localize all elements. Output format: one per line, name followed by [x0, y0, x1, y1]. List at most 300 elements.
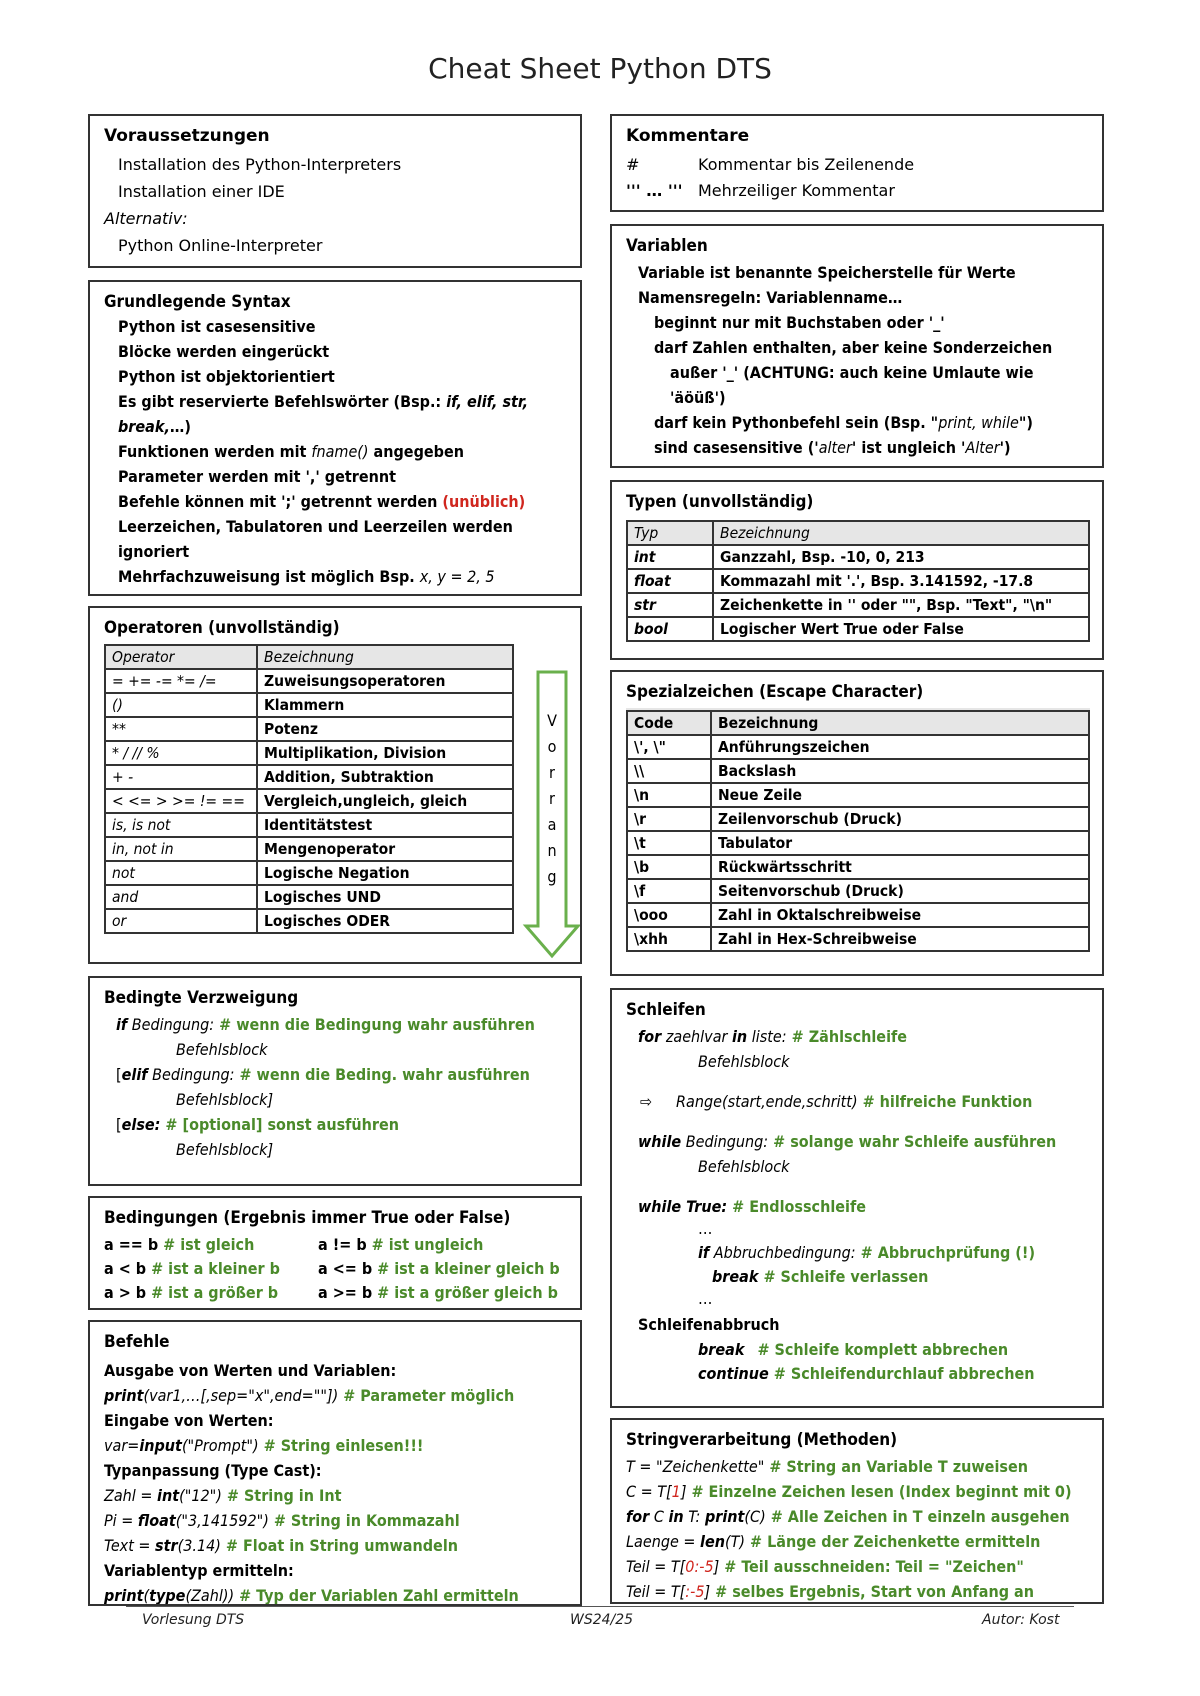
text-line — [118, 441, 464, 463]
keyword: if — [116, 1015, 128, 1034]
code-comment: # Einzelne Zeichen lesen (Index beginnt mit 0) — [686, 1482, 1072, 1501]
operator-cell: ** — [105, 717, 257, 741]
text-line — [654, 412, 1033, 434]
table-row — [105, 693, 513, 717]
types-table — [626, 520, 1090, 642]
table-row — [105, 885, 513, 909]
code-line — [104, 1535, 458, 1557]
code-comment: # Teil ausschneiden: Teil = "Zeichen" — [719, 1557, 1024, 1576]
type-cell: float — [627, 569, 713, 593]
text-line — [654, 437, 1011, 459]
code-part: ] — [713, 1557, 720, 1576]
code-cell: \b — [627, 855, 711, 879]
code-line — [104, 1435, 423, 1457]
code-line — [104, 1385, 514, 1407]
code-comment: # Schleife komplett abbrechen — [752, 1340, 1009, 1359]
description-cell: Addition, Subtraktion — [257, 765, 513, 789]
table-row — [627, 879, 1089, 903]
table-row — [105, 837, 513, 861]
code-cell: \\ — [627, 759, 711, 783]
text-part: Befehle können mit ';' getrennt werden — [118, 492, 443, 511]
operator-table — [104, 644, 514, 934]
footer-semester: WS24/25 — [570, 1612, 634, 1628]
text-line: außer '_' (ACHTUNG: auch keine Umlaute wie — [670, 363, 1034, 382]
keyword: in — [668, 1507, 684, 1526]
code-comment: # Parameter möglich — [338, 1386, 515, 1405]
table-row — [627, 593, 1089, 617]
code-comment: # hilfreiche Funktion — [857, 1092, 1033, 1111]
text-line: Installation des Python-Interpreters — [118, 155, 402, 174]
header-cell: Typ — [627, 521, 713, 545]
table-header-row — [627, 711, 1089, 735]
code-part: ] — [680, 1482, 687, 1501]
code-part: Bedingung: — [147, 1065, 235, 1084]
description-cell: Mengenoperator — [257, 837, 513, 861]
code-part: Teil = T[ — [626, 1582, 686, 1601]
table-row — [105, 741, 513, 765]
code-comment: # ist a größer b — [146, 1283, 279, 1302]
table-row — [105, 717, 513, 741]
keyword: continue — [698, 1364, 769, 1383]
code-comment: # Schleife verlassen — [758, 1267, 929, 1286]
section-heading: Kommentare — [626, 126, 750, 146]
warning-text: (unüblich) — [442, 492, 526, 511]
text-line: Python Online-Interpreter — [118, 236, 323, 255]
vorrang-letter: n — [547, 841, 557, 860]
code-part: Text = — [104, 1536, 156, 1555]
description-cell: Logisches ODER — [257, 909, 513, 933]
escape-table — [626, 710, 1090, 952]
comment-description: Kommentar bis Zeilenende — [698, 155, 915, 174]
description-cell: Tabulator — [711, 831, 1089, 855]
condition-operator: a != b — [318, 1235, 367, 1254]
keyword: else: — [121, 1115, 161, 1134]
section-schleifen — [610, 988, 1104, 1408]
text-line: Blöcke werden eingerückt — [118, 342, 330, 361]
description-cell: Seitenvorschub (Druck) — [711, 879, 1089, 903]
operator-cell: * / // % — [105, 741, 257, 765]
description-cell: Multiplikation, Division — [257, 741, 513, 765]
section-heading: Grundlegende Syntax — [104, 292, 291, 312]
text-line: Variablentyp ermitteln: — [104, 1561, 294, 1580]
operator-cell: or — [105, 909, 257, 933]
code-comment: # solange wahr Schleife ausführen — [768, 1132, 1057, 1151]
keyword: len — [700, 1532, 725, 1551]
code-comment: # Abbruchprüfung (!) — [855, 1243, 1036, 1262]
code-comment: # wenn die Beding. wahr ausführen — [234, 1065, 530, 1084]
code-part: (var1,…[,sep="x",end=""]) — [143, 1386, 339, 1405]
condition-operator: a > b — [104, 1283, 147, 1302]
code-comment: # ist a größer gleich b — [372, 1283, 558, 1302]
table-row — [105, 765, 513, 789]
code-comment: # Zählschleife — [786, 1027, 908, 1046]
code-part: ("Prompt") — [181, 1436, 259, 1455]
footer-lecture: Vorlesung DTS — [142, 1612, 245, 1628]
code-comment: # selbes Ergebnis, Start von Anfang an — [710, 1582, 1035, 1601]
condition-item — [318, 1234, 483, 1256]
description-cell: Zeichenkette in '' oder "", Bsp. "Text", "\n" — [713, 593, 1089, 617]
section-heading: Stringverarbeitung (Methoden) — [626, 1430, 898, 1450]
text-part: Funktionen werden mit — [118, 442, 312, 461]
code-line — [626, 1531, 1040, 1553]
code-cell: \', \" — [627, 735, 711, 759]
vorrang-letter: V — [547, 711, 557, 730]
description-cell: Zuweisungsoperatoren — [257, 669, 513, 693]
header-cell: Bezeichnung — [713, 521, 1089, 545]
keyword: input — [139, 1436, 182, 1455]
condition-operator: a <= b — [318, 1259, 373, 1278]
code-part: Bedingung: — [127, 1015, 215, 1034]
keyword: break — [712, 1267, 759, 1286]
section-operatoren — [88, 606, 582, 964]
vorrang-arrow — [522, 670, 582, 960]
subheading: Schleifenabbruch — [638, 1315, 780, 1334]
comment-description: Mehrzeiliger Kommentar — [698, 181, 895, 200]
code-comment: # String in Int — [221, 1486, 342, 1505]
section-heading: Variablen — [626, 236, 708, 256]
text-line: Python ist objektorientiert — [118, 367, 335, 386]
table-row — [627, 855, 1089, 879]
code-comment: # String einlesen!!! — [258, 1436, 424, 1455]
section-heading: Operatoren (unvollständig) — [104, 618, 340, 638]
keyword: str — [155, 1536, 178, 1555]
section-heading: Schleifen — [626, 1000, 706, 1020]
description-cell: Klammern — [257, 693, 513, 717]
keyword-list: break, — [118, 417, 170, 436]
code-line — [116, 1114, 399, 1136]
condition-item — [104, 1282, 278, 1304]
text-line: ignoriert — [118, 542, 190, 561]
code-example: print, while — [938, 413, 1019, 432]
code-line: Befehlsblock — [698, 1052, 790, 1071]
text-line: Ausgabe von Werten und Variablen: — [104, 1361, 397, 1380]
text-part: sind casesensitive (' — [654, 438, 819, 457]
comment-syntax: # — [626, 155, 640, 174]
type-cell: bool — [627, 617, 713, 641]
text-line: Installation einer IDE — [118, 182, 285, 201]
code-comment: # Länge der Zeichenkette ermitteln — [745, 1532, 1041, 1551]
description-cell: Zahl in Hex-Schreibweise — [711, 927, 1089, 951]
operator-cell: < <= > >= != == — [105, 789, 257, 813]
description-cell: Kommazahl mit '.', Bsp. 3.141592, -17.8 — [713, 569, 1089, 593]
text-line: 'äöüß') — [670, 388, 726, 407]
table-row — [105, 669, 513, 693]
section-variablen — [610, 224, 1104, 468]
code-comment: # Endlosschleife — [727, 1197, 866, 1216]
text-line: Leerzeichen, Tabulatoren und Leerzeilen werden — [118, 517, 513, 536]
code-line — [104, 1585, 519, 1606]
code-comment: # Schleifendurchlauf abbrechen — [768, 1364, 1035, 1383]
condition-item — [104, 1258, 280, 1280]
code-comment: # String in Kommazahl — [268, 1511, 460, 1530]
text-part: darf kein Pythonbefehl sein (Bsp. " — [654, 413, 939, 432]
code-line — [626, 1556, 1024, 1578]
index-value: :-5 — [685, 1582, 705, 1601]
code-line: Befehlsblock — [176, 1040, 268, 1059]
text-line: Typanpassung (Type Cast): — [104, 1461, 322, 1480]
code-line: Befehlsblock] — [176, 1090, 274, 1109]
section-escape-character — [610, 670, 1104, 976]
code-comment: # String an Variable T zuweisen — [764, 1457, 1028, 1476]
code-line — [698, 1363, 1034, 1385]
table-row — [627, 903, 1089, 927]
code-part: ("12") — [179, 1486, 222, 1505]
code-line — [638, 1026, 907, 1048]
code-comment: # ist a kleiner b — [146, 1259, 280, 1278]
text-line: Namensregeln: Variablenname… — [638, 288, 903, 307]
code-line — [638, 1196, 866, 1218]
code-line: Befehlsblock] — [176, 1140, 274, 1159]
code-part: Range(start,ende,schritt) — [676, 1092, 858, 1111]
code-part: T: — [683, 1507, 705, 1526]
condition-operator: a >= b — [318, 1283, 373, 1302]
table-row — [627, 759, 1089, 783]
section-kommentare — [610, 114, 1104, 212]
description-cell: Logisches UND — [257, 885, 513, 909]
condition-item — [318, 1282, 558, 1304]
keyword: float — [137, 1511, 176, 1530]
arrow-icon: ⇨ — [640, 1092, 653, 1111]
text-line — [118, 391, 528, 413]
code-cell: \xhh — [627, 927, 711, 951]
vorrang-letter: g — [547, 867, 557, 886]
type-cell: str — [627, 593, 713, 617]
table-row — [627, 927, 1089, 951]
code-cell: \f — [627, 879, 711, 903]
table-row — [627, 807, 1089, 831]
code-line — [638, 1131, 1056, 1153]
code-line — [698, 1339, 1008, 1361]
code-comment: # Typ der Variablen Zahl ermitteln — [234, 1586, 519, 1605]
code-line — [626, 1581, 1034, 1603]
section-heading: Voraussetzungen — [104, 126, 270, 146]
text-line — [118, 491, 525, 513]
text-line: Eingabe von Werten: — [104, 1411, 274, 1430]
vorrang-letter: o — [547, 737, 557, 756]
code-part: (T) — [724, 1532, 746, 1551]
section-befehle — [88, 1320, 582, 1606]
text-part: ") — [1018, 413, 1033, 432]
table-row — [627, 617, 1089, 641]
operator-cell: = += -= *= /= — [105, 669, 257, 693]
table-row — [627, 569, 1089, 593]
section-heading: Spezialzeichen (Escape Character) — [626, 682, 924, 702]
index-value: 1 — [671, 1482, 681, 1501]
code-part: Teil = T[ — [626, 1557, 686, 1576]
description-cell: Logische Negation — [257, 861, 513, 885]
table-row — [105, 861, 513, 885]
keyword: while True: — [638, 1197, 728, 1216]
table-header-row — [105, 645, 513, 669]
table-row — [627, 831, 1089, 855]
code-comment: # wenn die Bedingung wahr ausführen — [214, 1015, 535, 1034]
keyword: break — [698, 1340, 745, 1359]
description-cell: Zahl in Oktalschreibweise — [711, 903, 1089, 927]
table-row — [105, 909, 513, 933]
code-part: Abbruchbedingung: — [709, 1243, 856, 1262]
code-comment: # ist gleich — [158, 1235, 255, 1254]
text-line — [118, 566, 495, 588]
code-part: Bedingung: — [681, 1132, 769, 1151]
text-part: angegeben — [368, 442, 464, 461]
bracket: [ — [116, 1065, 122, 1084]
section-typen — [610, 480, 1104, 660]
table-row — [627, 783, 1089, 807]
header-cell: Bezeichnung — [711, 711, 1089, 735]
operator-cell: in, not in — [105, 837, 257, 861]
code-line — [626, 1456, 1028, 1478]
code-line — [626, 1481, 1072, 1503]
code-line — [626, 1506, 1070, 1528]
operator-cell: is, is not — [105, 813, 257, 837]
page-title: Cheat Sheet Python DTS — [428, 52, 772, 85]
description-cell: Vergleich,ungleich, gleich — [257, 789, 513, 813]
code-part: (3.14) — [177, 1536, 221, 1555]
keyword: print — [104, 1386, 144, 1405]
operator-cell: not — [105, 861, 257, 885]
section-voraussetzungen — [88, 114, 582, 268]
operator-cell: + - — [105, 765, 257, 789]
bracket: [ — [116, 1115, 122, 1134]
code-line: … — [698, 1289, 713, 1308]
table-row — [627, 735, 1089, 759]
code-cell: \t — [627, 831, 711, 855]
code-line: … — [698, 1219, 713, 1238]
code-part: (C) — [744, 1507, 766, 1526]
code-comment: # Float in String umwandeln — [220, 1536, 458, 1555]
code-line — [104, 1510, 460, 1532]
code-line — [116, 1014, 535, 1036]
keyword: print — [104, 1586, 144, 1605]
vorrang-letter: a — [547, 815, 557, 834]
code-cell: \n — [627, 783, 711, 807]
section-heading: Bedingte Verzweigung — [104, 988, 299, 1008]
text-line: Alternativ: — [104, 209, 188, 228]
text-line: beginnt nur mit Buchstaben oder '_' — [654, 313, 945, 332]
code-part: Laenge = — [626, 1532, 701, 1551]
code-part: (Zahl)) — [185, 1586, 235, 1605]
text-line: darf Zahlen enthalten, aber keine Sonderzeichen — [654, 338, 1053, 357]
code-comment: # [optional] sonst ausführen — [160, 1115, 400, 1134]
keyword: for — [638, 1027, 662, 1046]
condition-operator: a == b — [104, 1235, 159, 1254]
code-part: zaehlvar — [661, 1027, 732, 1046]
section-heading: Typen (unvollständig) — [626, 492, 814, 512]
description-cell: Neue Zeile — [711, 783, 1089, 807]
text-line: Variable ist benannte Speicherstelle für Werte — [638, 263, 1016, 282]
description-cell: Potenz — [257, 717, 513, 741]
text-part: Es gibt reservierte Befehlswörter (Bsp.: — [118, 392, 447, 411]
condition-item — [318, 1258, 560, 1280]
code-comment: # ist ungleich — [366, 1235, 484, 1254]
section-stringverarbeitung — [610, 1418, 1104, 1604]
code-example: Alter — [965, 438, 1000, 457]
index-value: 0:-5 — [685, 1557, 714, 1576]
code-part: ("3,141592") — [175, 1511, 269, 1530]
description-cell: Ganzzahl, Bsp. -10, 0, 213 — [713, 545, 1089, 569]
vorrang-letter: r — [549, 763, 555, 782]
keyword: print — [704, 1507, 745, 1526]
text-line: Python ist casesensitive — [118, 317, 316, 336]
code-part: C — [649, 1507, 669, 1526]
code-comment: # ist a kleiner gleich b — [372, 1259, 560, 1278]
keyword-list: if, elif, str, — [446, 392, 529, 411]
table-header-row — [627, 521, 1089, 545]
keyword: if — [698, 1243, 710, 1262]
code-part: ( — [143, 1586, 150, 1605]
section-bedingte-verzweigung — [88, 976, 582, 1186]
code-example: x, y = 2, 5 — [419, 567, 495, 586]
code-part: ] — [704, 1582, 711, 1601]
code-part: Pi = — [104, 1511, 138, 1530]
section-heading: Befehle — [104, 1332, 170, 1352]
footer-divider — [126, 1606, 1074, 1607]
header-cell: Bezeichnung — [257, 645, 513, 669]
description-cell: Logischer Wert True oder False — [713, 617, 1089, 641]
description-cell: Anführungszeichen — [711, 735, 1089, 759]
section-heading: Bedingungen (Ergebnis immer True oder False) — [104, 1208, 511, 1228]
code-line — [104, 1485, 341, 1507]
keyword: in — [732, 1027, 748, 1046]
section-bedingungen — [88, 1196, 582, 1310]
footer-author: Autor: Kost — [982, 1612, 1060, 1628]
code-comment: # Alle Zeichen in T einzeln ausgehen — [765, 1507, 1070, 1526]
code-part: Zahl = — [104, 1486, 158, 1505]
code-line — [676, 1091, 1032, 1113]
text-part: ' ist ungleich ' — [851, 438, 966, 457]
keyword: elif — [121, 1065, 148, 1084]
keyword: type — [149, 1586, 186, 1605]
description-cell: Backslash — [711, 759, 1089, 783]
keyword: int — [157, 1486, 180, 1505]
code-line: Befehlsblock — [698, 1157, 790, 1176]
operator-cell: and — [105, 885, 257, 909]
condition-operator: a < b — [104, 1259, 147, 1278]
text-part: …) — [169, 417, 191, 436]
comment-syntax: ''' … ''' — [626, 181, 683, 200]
code-line — [116, 1064, 530, 1086]
function-example: fname() — [311, 442, 369, 461]
code-cell: \ooo — [627, 903, 711, 927]
header-cell: Operator — [105, 645, 257, 669]
text-line: Parameter werden mit ',' getrennt — [118, 467, 396, 486]
code-cell: \r — [627, 807, 711, 831]
keyword: while — [638, 1132, 682, 1151]
table-row — [105, 789, 513, 813]
table-row — [627, 545, 1089, 569]
code-example: alter — [818, 438, 852, 457]
vorrang-label — [544, 708, 560, 890]
code-line — [698, 1242, 1035, 1264]
code-part: liste: — [747, 1027, 787, 1046]
code-part: C = T[ — [626, 1482, 672, 1501]
table-row — [105, 813, 513, 837]
header-cell: Code — [627, 711, 711, 735]
text-line — [118, 416, 191, 438]
section-grundlegende-syntax — [88, 280, 582, 596]
condition-item — [104, 1234, 254, 1256]
text-part: ') — [999, 438, 1011, 457]
vorrang-letter: r — [549, 789, 555, 808]
description-cell: Zeilenvorschub (Druck) — [711, 807, 1089, 831]
code-line — [712, 1266, 928, 1288]
code-part: T = "Zeichenkette" — [626, 1457, 765, 1476]
keyword: for — [626, 1507, 650, 1526]
text-part: Mehrfachzuweisung ist möglich Bsp. — [118, 567, 420, 586]
operator-cell: () — [105, 693, 257, 717]
type-cell: int — [627, 545, 713, 569]
code-part: var= — [104, 1436, 140, 1455]
